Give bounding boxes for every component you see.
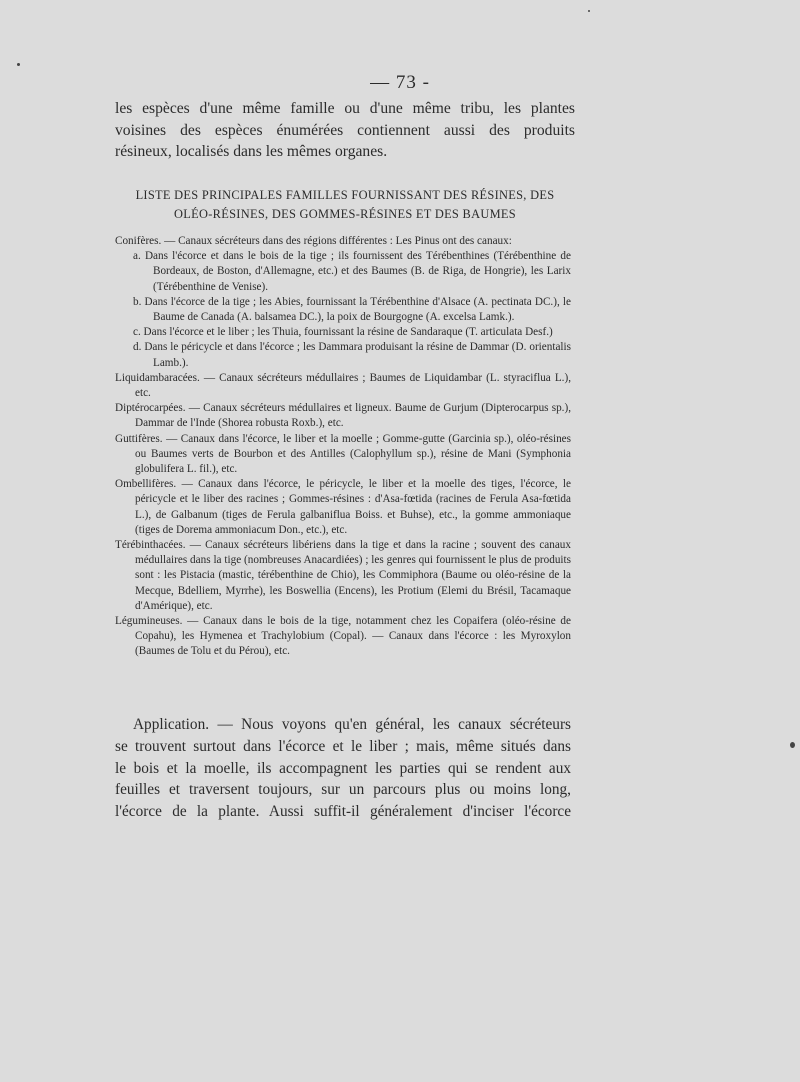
list-entry-text: Liquidambaracées. — Canaux sécréteurs médullaires ; Baumes de Liquidambar (L. styraciflua L.), etc. bbox=[115, 371, 571, 400]
list-subentry-a bbox=[115, 249, 571, 295]
list-entry-text: Diptérocarpées. — Canaux sécréteurs médullaires et ligneux. Baume de Gurjum (Dipterocarpus sp.), Dammar de l'Inde (Shorea robusta Roxb.), etc. bbox=[115, 402, 571, 430]
list-entry-text: c. Dans l'écorce et le liber ; les Thuia, fournissant la résine de Sandaraque (T. articulata Desf.) bbox=[133, 326, 553, 339]
list-entry-legumineuses bbox=[115, 614, 571, 660]
intro-line: voisines des espèces énumérées contiennent aussi des produits bbox=[115, 121, 575, 139]
page-number: — 73 - bbox=[370, 72, 430, 93]
application-line: se trouvent surtout dans l'écorce et le liber ; mais, même situés dans bbox=[115, 737, 571, 755]
list-subentry-c bbox=[115, 325, 571, 340]
heading-line: OLÉO-RÉSINES, DES GOMMES-RÉSINES ET DES BAUMES bbox=[174, 207, 516, 221]
list-entry-text: b. Dans l'écorce de la tige ; les Abies, fournissant la Térébenthine d'Alsace (A. pectinata DC.), le Baume de Canada (A. balsamea DC.), la poix de Bourgogne (A. excelsa Lamk.). bbox=[133, 295, 571, 324]
paper-speck bbox=[588, 10, 590, 12]
list-entry-text: Guttifères. — Canaux dans l'écorce, le liber et la moelle ; Gomme-gutte (Garcinia sp.), oléo-résines ou Baumes verts de Bourbon et des Antilles (Calophyllum sp.), résine de Mani (Symphonia globulifera L. fil.), etc. bbox=[115, 432, 571, 476]
intro-line: résineux, localisés dans les mêmes organes. bbox=[115, 143, 388, 160]
application-line: l'écorce de la plante. Aussi suffit-il généralement d'inciser l'écorce bbox=[115, 803, 571, 821]
list-entry-text: Térébinthacées. — Canaux sécréteurs libériens dans la tige et dans la racine ; souvent des canaux médullaires dans la tige (nombreuses Anacardiées) ; les genres qui fournissent le plus de produits sont : les Pistacia (mastic, térébenthine de Chio), les Commiphora (Baume ou oléo-résine de la Mecque, Bdelliem, Myrrhe), les Boswellia (Encens), les Protium (Elemi du Brésil, Tacamaque d'Amérique), etc. bbox=[115, 539, 571, 612]
intro-paragraph bbox=[115, 98, 575, 163]
section-heading bbox=[115, 186, 575, 224]
list-entry-guttiferes bbox=[115, 432, 571, 478]
list-subentry-d bbox=[115, 340, 571, 370]
list-entry-text: Ombellifères. — Canaux dans l'écorce, le péricycle, le liber et la moelle des tiges, l'écorce, le péricycle et le liber des racines ; Gommes-résines : d'Asa-fœtida (racines de Ferula Asa-fœtida L.), de Galbanum (tiges de Ferula galbaniflua Boiss. et Buhse), etc., la gomme ammoniaque (tiges de Dorema ammoniacum Don., etc.), etc. bbox=[115, 478, 571, 536]
application-line: le bois et la moelle, ils accompagnent les parties qui se rendent aux bbox=[115, 759, 571, 777]
list-entry-terebinthacees bbox=[115, 538, 571, 614]
list-entry-text: Conifères. — Canaux sécréteurs dans des régions différentes : Les Pinus ont des canaux: bbox=[115, 235, 512, 247]
paper-speck bbox=[17, 63, 20, 66]
application-line: Application. — Nous voyons qu'en général, les canaux sécréteurs bbox=[133, 716, 571, 733]
list-entry-ombelliferes bbox=[115, 477, 571, 538]
family-list bbox=[115, 234, 571, 660]
list-entry-text: a. Dans l'écorce et dans le bois de la tige ; ils fournissent des Térébenthines (Térébenthine de Bordeaux, de Boston, d'Allemagne, etc.) et des Baumes (B. de Riga, de Hongrie), les Larix (Térébenthine de Venise). bbox=[133, 250, 571, 293]
paper-speck bbox=[790, 742, 795, 748]
application-line: feuilles et traversent toujours, sur un parcours plus ou moins long, bbox=[115, 781, 571, 799]
list-entry-liquidambaracees bbox=[115, 371, 571, 401]
intro-line: les espèces d'une même famille ou d'une même tribu, les plantes bbox=[115, 100, 575, 117]
heading-line: LISTE DES PRINCIPALES FAMILLES FOURNISSANT DES RÉSINES, DES bbox=[135, 188, 555, 202]
list-subentry-b bbox=[115, 295, 571, 325]
list-entry-text: Légumineuses. — Canaux dans le bois de la tige, notamment chez les Copaifera (oléo-résine de Copahu), les Hymenea et Trachylobium (Copal). — Canaux dans l'écorce : les Myroxylon (Baumes de Tolu et du Pérou), etc. bbox=[115, 615, 571, 658]
list-entry-text: d. Dans le péricycle et dans l'écorce ; les Dammara produisant la résine de Dammar (D. orientalis Lamb.). bbox=[133, 341, 571, 369]
list-entry-coniferes bbox=[115, 234, 571, 249]
list-entry-dipterocarpees bbox=[115, 401, 571, 431]
application-paragraph bbox=[115, 714, 571, 823]
